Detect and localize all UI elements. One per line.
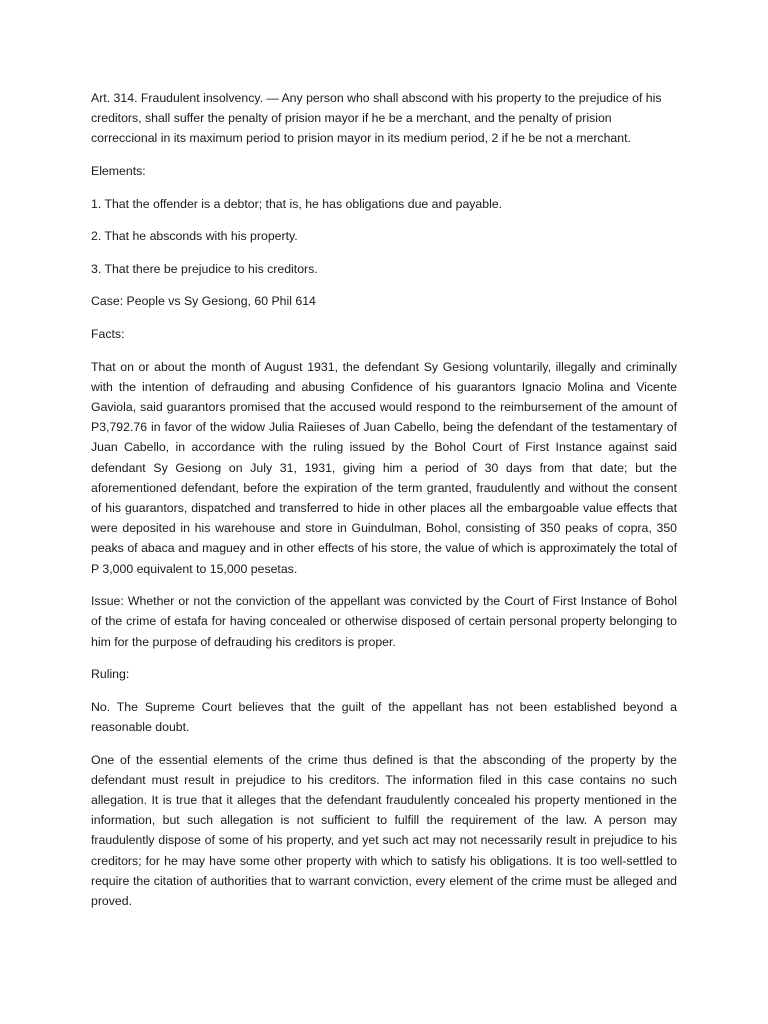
facts-paragraph: That on or about the month of August 1931, the defendant Sy Gesiong voluntarily, illegally and criminally with the intention of defrauding and abusing Confidence of his guarantors Ignacio Molina and Vicente Gaviola, said guarantors promised that the accused would respond to the reimbursement of the amount of P3,792.76 in favor of the widow Julia Raiieses of Juan Cabello, being the defendant of the testamentary of Juan Cabello, in accordance with the ruling issued by the Bohol Court of First Instance against said defendant Sy Gesiong on July 31, 1931, giving him a period of 30 days from that date; but the aforementioned defendant, before the expiration of the term granted, fraudulently and without the consent of his guarantors, dispatched and transferred to hide in other places all the embargoable value effects that were deposited in his warehouse and store in Guindulman, Bohol, consisting of 350 peaks of copra, 350 peaks of abaca and maguey and in other effects of his store, the value of which is approximately the total of P 3,000 equivalent to 15,000 pesetas. (91, 359, 677, 576)
ruling-paragraph: No. The Supreme Court believes that the guilt of the appellant has not been established beyond a reasonable doubt. (91, 699, 677, 734)
element-item-3: 3. That there be prejudice to his creditors. (91, 261, 318, 276)
ruling-heading: Ruling: (91, 667, 130, 682)
article-paragraph: Art. 314. Fraudulent insolvency. — Any person who shall abscond with his property to the prejudice of his creditors, shall suffer the penalty of prision mayor if he be a merchant, and the penalty of prision correccional in its maximum period to prision mayor in its medium period, 2 if he be not a merchant. (91, 91, 662, 146)
case-citation: Case: People vs Sy Gesiong, 60 Phil 614 (91, 294, 316, 309)
facts-heading: Facts: (91, 326, 125, 341)
issue-paragraph: Issue: Whether or not the conviction of the appellant was convicted by the Court of First Instance of Bohol of the crime of estafa for having concealed or otherwise disposed of certain personal property belonging to him for the purpose of defrauding his creditors is proper. (91, 594, 677, 649)
discussion-paragraph: One of the essential elements of the crime thus defined is that the absconding of the property by the defendant must result in prejudice to his creditors. The information filed in this case contains no such allegation. It is true that it alleges that the defendant fraudulently concealed his property mentioned in the information, but such allegation is not sufficient to fulfill the requirement of the law. A person may fraudulently dispose of some of his property, and yet such act may not necessarily result in prejudice to his creditors; for he may have some other property with which to satisfy his obligations. It is too well-settled to require the citation of authorities that to warrant conviction, every element of the crime must be alleged and proved. (91, 752, 677, 908)
document-page (91, 88, 677, 924)
elements-heading: Elements: (91, 164, 146, 178)
element-item-2: 2. That he absconds with his property. (91, 229, 298, 244)
element-item-1: 1. That the offender is a debtor; that is, he has obligations due and payable. (91, 196, 503, 211)
